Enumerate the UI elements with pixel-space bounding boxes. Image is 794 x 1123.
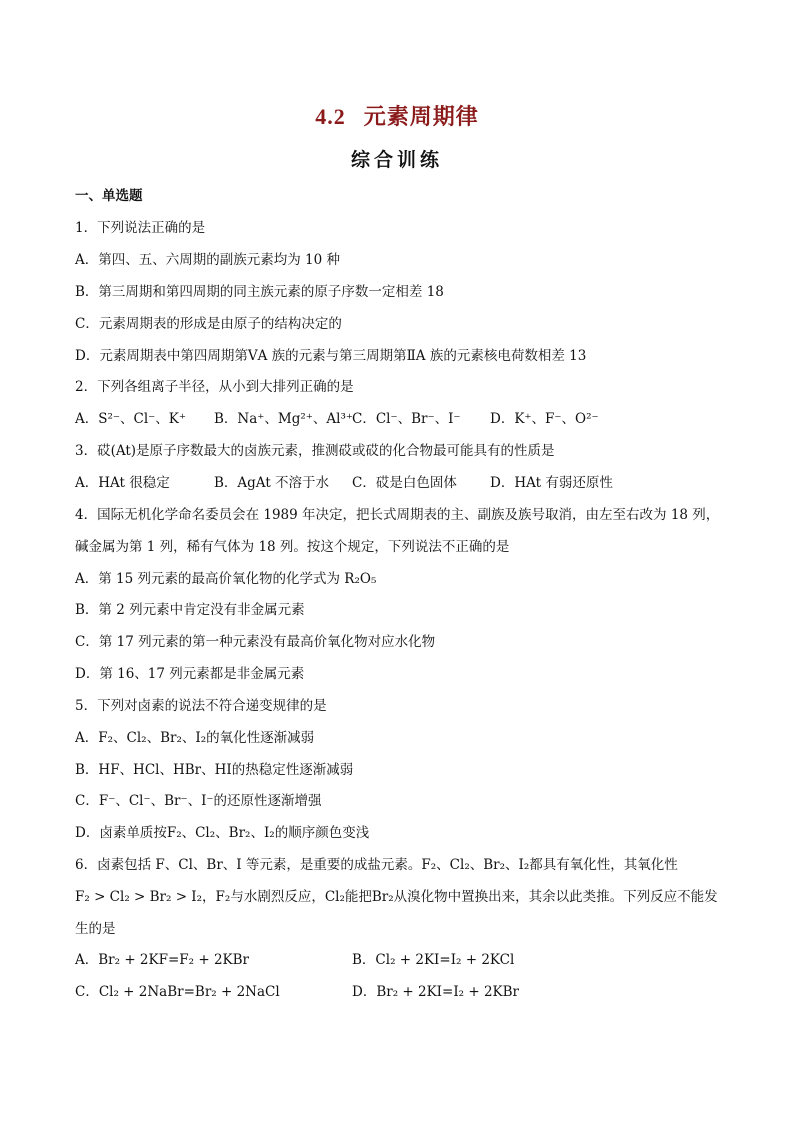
- page-subtitle: 综合训练: [350, 149, 443, 171]
- question-4-option-d: D．第 16、17 列元素都是非金属元素: [75, 666, 305, 682]
- question-6-stem-line2: F₂ > Cl₂ > Br₂ > I₂，F₂与水剧烈反应，Cl₂能把Br₂从溴化物中置换出来，其余以此类推。下列反应不能发: [75, 889, 718, 905]
- question-4-option-b: B．第 2 列元素中肯定没有非金属元素: [75, 602, 305, 618]
- question-4-option-a: A．第 15 列元素的最高价氧化物的化学式为 R₂O₅: [75, 571, 377, 587]
- question-2-stem: 2．下列各组离子半径，从小到大排列正确的是: [75, 379, 354, 395]
- question-1-option-d: D．元素周期表中第四周期第ⅤA 族的元素与第三周期第ⅡA 族的元素核电荷数相差 13: [75, 348, 587, 364]
- chapter-title: 元素周期律: [363, 104, 479, 130]
- question-1-option-c: C．元素周期表的形成是由原子的结构决定的: [75, 316, 342, 332]
- question-6-option-b: B．Cl₂ + 2KI=I₂ + 2KCl: [352, 952, 515, 968]
- question-1-stem: 1．下列说法正确的是: [75, 220, 206, 236]
- section-heading: 一、单选题: [75, 188, 143, 204]
- question-6-stem-line3: 生的是: [75, 921, 116, 937]
- question-3-option-c: C．砹是白色固体: [352, 475, 457, 491]
- question-4-stem-line1: 4．国际无机化学命名委员会在 1989 年决定，把长式周期表的主、副族及族号取消，由左至右改为 18 列，: [75, 507, 720, 523]
- question-4-stem-line2: 碱金属为第 1 列，稀有气体为 18 列。按这个规定，下列说法不正确的是: [75, 539, 510, 555]
- question-3-option-a: A．HAt 很稳定: [75, 475, 170, 491]
- question-4-option-c: C．第 17 列元素的第一种元素没有最高价氧化物对应水化物: [75, 634, 436, 650]
- page-title: [0, 100, 794, 131]
- question-3-stem: 3．砹(At)是原子序数最大的卤族元素，推测砹或砹的化合物最可能具有的性质是: [75, 443, 555, 459]
- question-2-option-d: D．K⁺、F⁻、O²⁻: [490, 411, 599, 427]
- question-6-stem-line1: 6．卤素包括 F、Cl、Br、I 等元素，是重要的成盐元素。F₂、Cl₂、Br₂、I₂都具有氧化性，其氧化性: [75, 857, 678, 873]
- question-6-option-a: A．Br₂ + 2KF=F₂ + 2KBr: [75, 952, 250, 968]
- question-2-option-b: B．Na⁺、Mg²⁺、Al³⁺: [214, 411, 354, 427]
- question-5-option-b: B．HF、HCl、HBr、HI的热稳定性逐渐减弱: [75, 762, 354, 778]
- question-3-option-b: B．AgAt 不溶于水: [214, 475, 330, 491]
- chapter-number: 4.2: [315, 104, 346, 129]
- question-5-option-d: D．卤素单质按F₂、Cl₂、Br₂、I₂的顺序颜色变浅: [75, 825, 370, 841]
- question-1-option-b: B．第三周期和第四周期的同主族元素的原子序数一定相差 18: [75, 284, 444, 300]
- question-2-option-c: C．Cl⁻、Br⁻、I⁻: [352, 411, 461, 427]
- question-6-option-d: D．Br₂ + 2KI=I₂ + 2KBr: [352, 984, 520, 1000]
- question-3-option-d: D．HAt 有弱还原性: [490, 475, 613, 491]
- question-5-option-c: C．F⁻、Cl⁻、Br⁻、I⁻的还原性逐渐增强: [75, 793, 322, 809]
- question-5-stem: 5．下列对卤素的说法不符合递变规律的是: [75, 698, 327, 714]
- question-2-option-a: A．S²⁻、Cl⁻、K⁺: [75, 411, 187, 427]
- question-6-option-c: C．Cl₂ + 2NaBr=Br₂ + 2NaCl: [75, 984, 280, 1000]
- question-1-option-a: A．第四、五、六周期的副族元素均为 10 种: [75, 252, 341, 268]
- question-5-option-a: A．F₂、Cl₂、Br₂、I₂的氧化性逐渐减弱: [75, 730, 315, 746]
